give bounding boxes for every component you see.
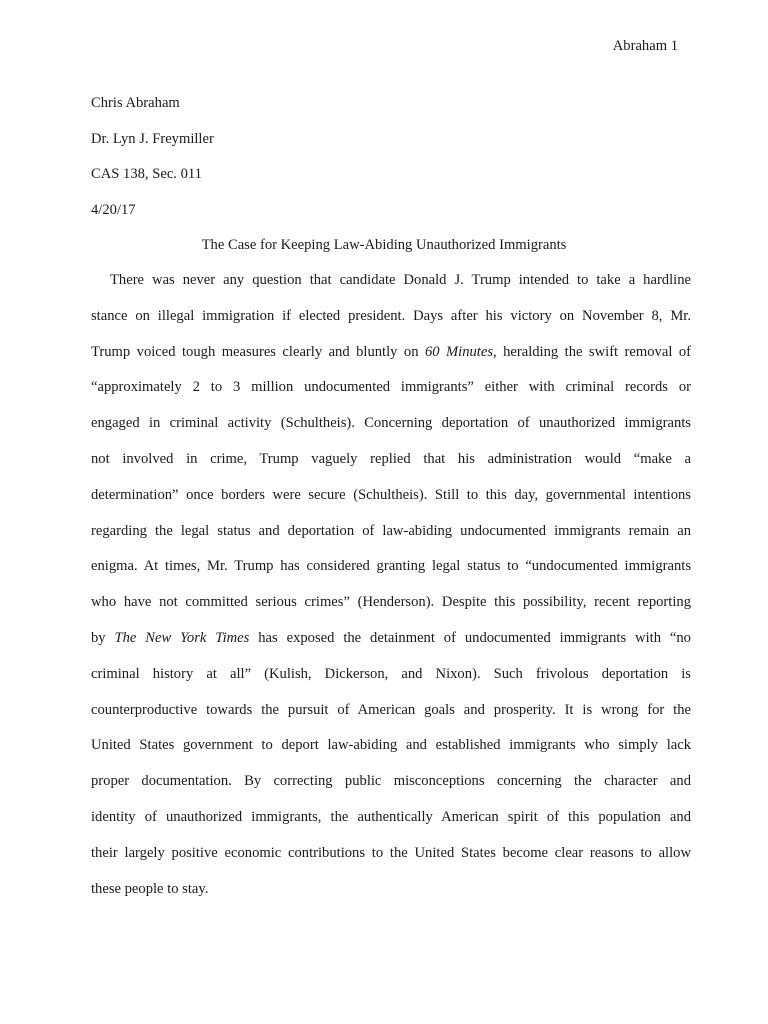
body-line xyxy=(91,627,691,663)
body-line: United States government to deport law-abiding and established immigrants who simply lack xyxy=(91,737,691,754)
essay-title: The Case for Keeping Law-Abiding Unauthorized Immigrants xyxy=(201,237,567,253)
course-info: CAS 138, Sec. 011 xyxy=(91,166,202,183)
author-name: Chris Abraham xyxy=(91,95,180,111)
body-text-segment: has exposed the detainment of undocumented immigrants with “no xyxy=(249,629,691,646)
body-line xyxy=(91,341,691,377)
running-header-page-number: Abraham 1 xyxy=(612,38,678,54)
body-line: stance on illegal immigration if elected president. Days after his victory on November 8, Mr. xyxy=(91,307,691,324)
body-text-segment: , heralding the swift removal of xyxy=(493,343,691,360)
date: 4/20/17 xyxy=(91,201,136,218)
italic-title-nyt: The New York Times xyxy=(114,629,250,646)
body-line: enigma. At times, Mr. Trump has considered granting legal status to “undocumented immigrants xyxy=(91,558,691,575)
italic-title-60-minutes: 60 Minutes xyxy=(424,343,493,360)
body-line: proper documentation. By correcting public misconceptions concerning the character and xyxy=(91,773,691,790)
body-line: these people to stay. xyxy=(91,880,209,897)
body-line: identity of unauthorized immigrants, the authentically American spirit of this population and xyxy=(91,808,691,825)
body-text-segment: by xyxy=(91,629,115,646)
body-line: who have not committed serious crimes” (Henderson). Despite this possibility, recent reporting xyxy=(91,594,691,611)
body-text-segment: Trump voiced tough measures clearly and bluntly on xyxy=(91,343,425,360)
body-line: There was never any question that candidate Donald J. Trump intended to take a hardline xyxy=(110,272,691,288)
mla-heading xyxy=(91,92,214,234)
body-line: engaged in criminal activity (Schultheis). Concerning deportation of unauthorized immigrants xyxy=(91,415,691,432)
body-line: criminal history at all” (Kulish, Dickerson, and Nixon). Such frivolous deportation is xyxy=(91,665,691,682)
body-line: “approximately 2 to 3 million undocumented immigrants” either with criminal records or xyxy=(91,379,691,396)
body-line: not involved in crime, Trump vaguely replied that his administration would “make a xyxy=(91,450,691,467)
body-line: regarding the legal status and deportation of law-abiding undocumented immigrants remain an xyxy=(91,522,691,539)
body-line: their largely positive economic contributions to the United States become clear reasons to allow xyxy=(91,844,691,861)
instructor-name: Dr. Lyn J. Freymiller xyxy=(91,130,214,147)
body-line: determination” once borders were secure (Schultheis). Still to this day, governmental intentions xyxy=(91,486,691,503)
essay-body xyxy=(91,269,691,913)
body-line: counterproductive towards the pursuit of American goals and prosperity. It is wrong for the xyxy=(91,701,691,718)
